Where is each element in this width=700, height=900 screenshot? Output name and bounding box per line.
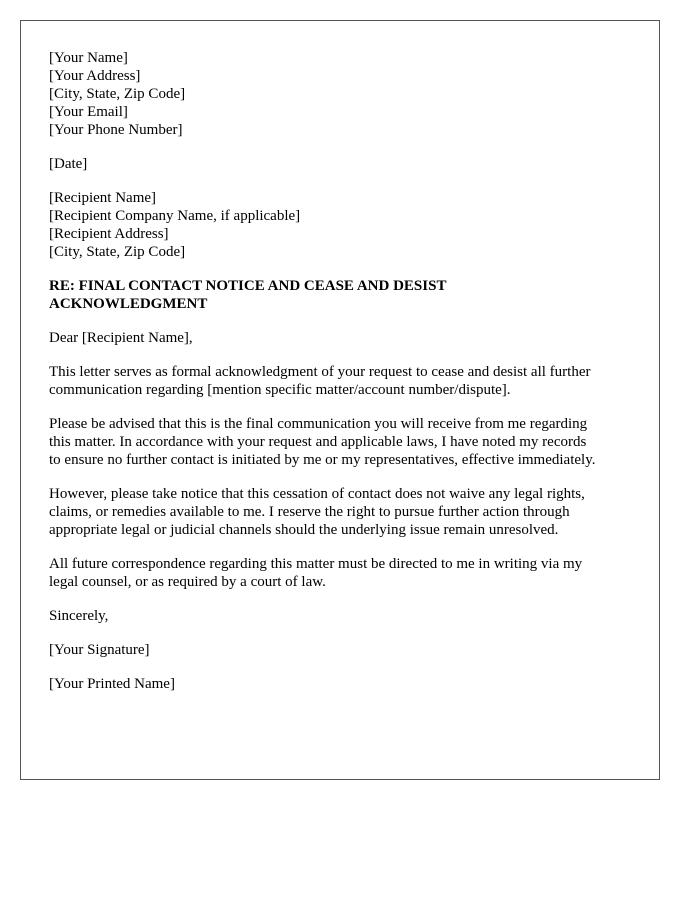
- closing: Sincerely,: [49, 608, 109, 624]
- recipient-name: [Recipient Name]: [49, 190, 157, 206]
- sender-email: [Your Email]: [49, 104, 128, 120]
- text-line: communication regarding [mention specific matter/account number/dispute].: [49, 382, 511, 398]
- body-paragraph-1: [49, 363, 649, 399]
- subject-line-1: RE: FINAL CONTACT NOTICE AND CEASE AND DESIST: [49, 278, 447, 294]
- subject-line: [49, 277, 649, 313]
- body-paragraph-4: [49, 555, 649, 591]
- recipient-company: [Recipient Company Name, if applicable]: [49, 208, 301, 224]
- recipient-address: [Recipient Address]: [49, 226, 169, 242]
- date: [Date]: [49, 156, 88, 172]
- sender-city: [City, State, Zip Code]: [49, 86, 186, 102]
- text-line: Please be advised that this is the final communication you will receive from me regarding: [49, 416, 588, 432]
- sender-block: [49, 49, 649, 139]
- sender-phone: [Your Phone Number]: [49, 122, 183, 138]
- printed-name: [Your Printed Name]: [49, 676, 175, 692]
- text-line: this matter. In accordance with your request and applicable laws, I have noted my records: [49, 434, 587, 450]
- recipient-block: [49, 189, 649, 261]
- recipient-city: [City, State, Zip Code]: [49, 244, 186, 260]
- text-line: legal counsel, or as required by a court of law.: [49, 574, 326, 590]
- text-line: All future correspondence regarding this matter must be directed to me in writing via my: [49, 556, 583, 572]
- body-paragraph-2: [49, 415, 649, 469]
- text-line: to ensure no further contact is initiated by me or my representatives, effective immediately.: [49, 452, 596, 468]
- body-paragraph-3: [49, 485, 649, 539]
- text-line: However, please take notice that this cessation of contact does not waive any legal rights,: [49, 486, 585, 502]
- salutation: Dear [Recipient Name],: [49, 330, 193, 346]
- text-line: appropriate legal or judicial channels should the underlying issue remain unresolved.: [49, 522, 559, 538]
- subject-line-2: ACKNOWLEDGMENT: [49, 296, 208, 312]
- signature: [Your Signature]: [49, 642, 150, 658]
- letter-page: [20, 20, 660, 780]
- text-line: This letter serves as formal acknowledgment of your request to cease and desist all further: [49, 364, 591, 380]
- sender-name: [Your Name]: [49, 50, 128, 66]
- text-line: claims, or remedies available to me. I reserve the right to pursue further action through: [49, 504, 570, 520]
- sender-address: [Your Address]: [49, 68, 141, 84]
- letter-content: [49, 49, 649, 709]
